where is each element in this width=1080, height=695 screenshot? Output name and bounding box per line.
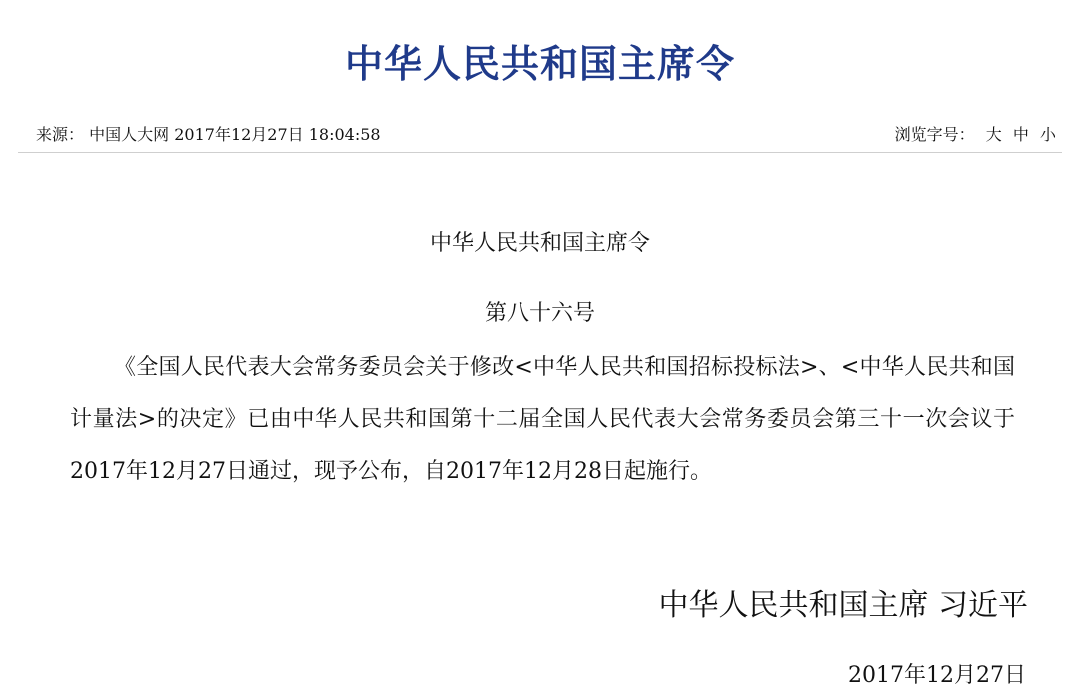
font-size-label: 浏览字号： (894, 125, 975, 144)
document-heading: 中华人民共和国主席令 (429, 231, 650, 256)
font-size-large-button[interactable]: 大 (985, 125, 1002, 144)
page-title: 中华人民共和国主席令 (344, 41, 735, 86)
font-size-small-button[interactable]: 小 (1039, 125, 1056, 144)
document-number: 第八十六号 (484, 301, 595, 326)
font-size-switcher (895, 118, 1056, 152)
document-body: 《全国人民代表大会常务委员会关于修改<中华人民共和国招标投标法>、<中华人民共和国计量法>的决定》已由中华人民共和国第十二届全国人民代表大会常务委员会第三十一次会议于2017年12月27日通过，现予公布，自2017年12月28日起施行。 (70, 355, 1015, 484)
source-info (36, 118, 381, 152)
publish-datetime: 2017年12月27日 18:04:58 (174, 125, 381, 144)
source-value: 中国人大网 (89, 125, 170, 144)
signature: 中华人民共和国主席 习近平 (658, 588, 1028, 623)
signature-date: 2017年12月27日 (848, 663, 1026, 688)
meta-bar (18, 118, 1062, 153)
font-size-medium-button[interactable]: 中 (1012, 125, 1029, 144)
source-label: 来源： (36, 125, 85, 144)
